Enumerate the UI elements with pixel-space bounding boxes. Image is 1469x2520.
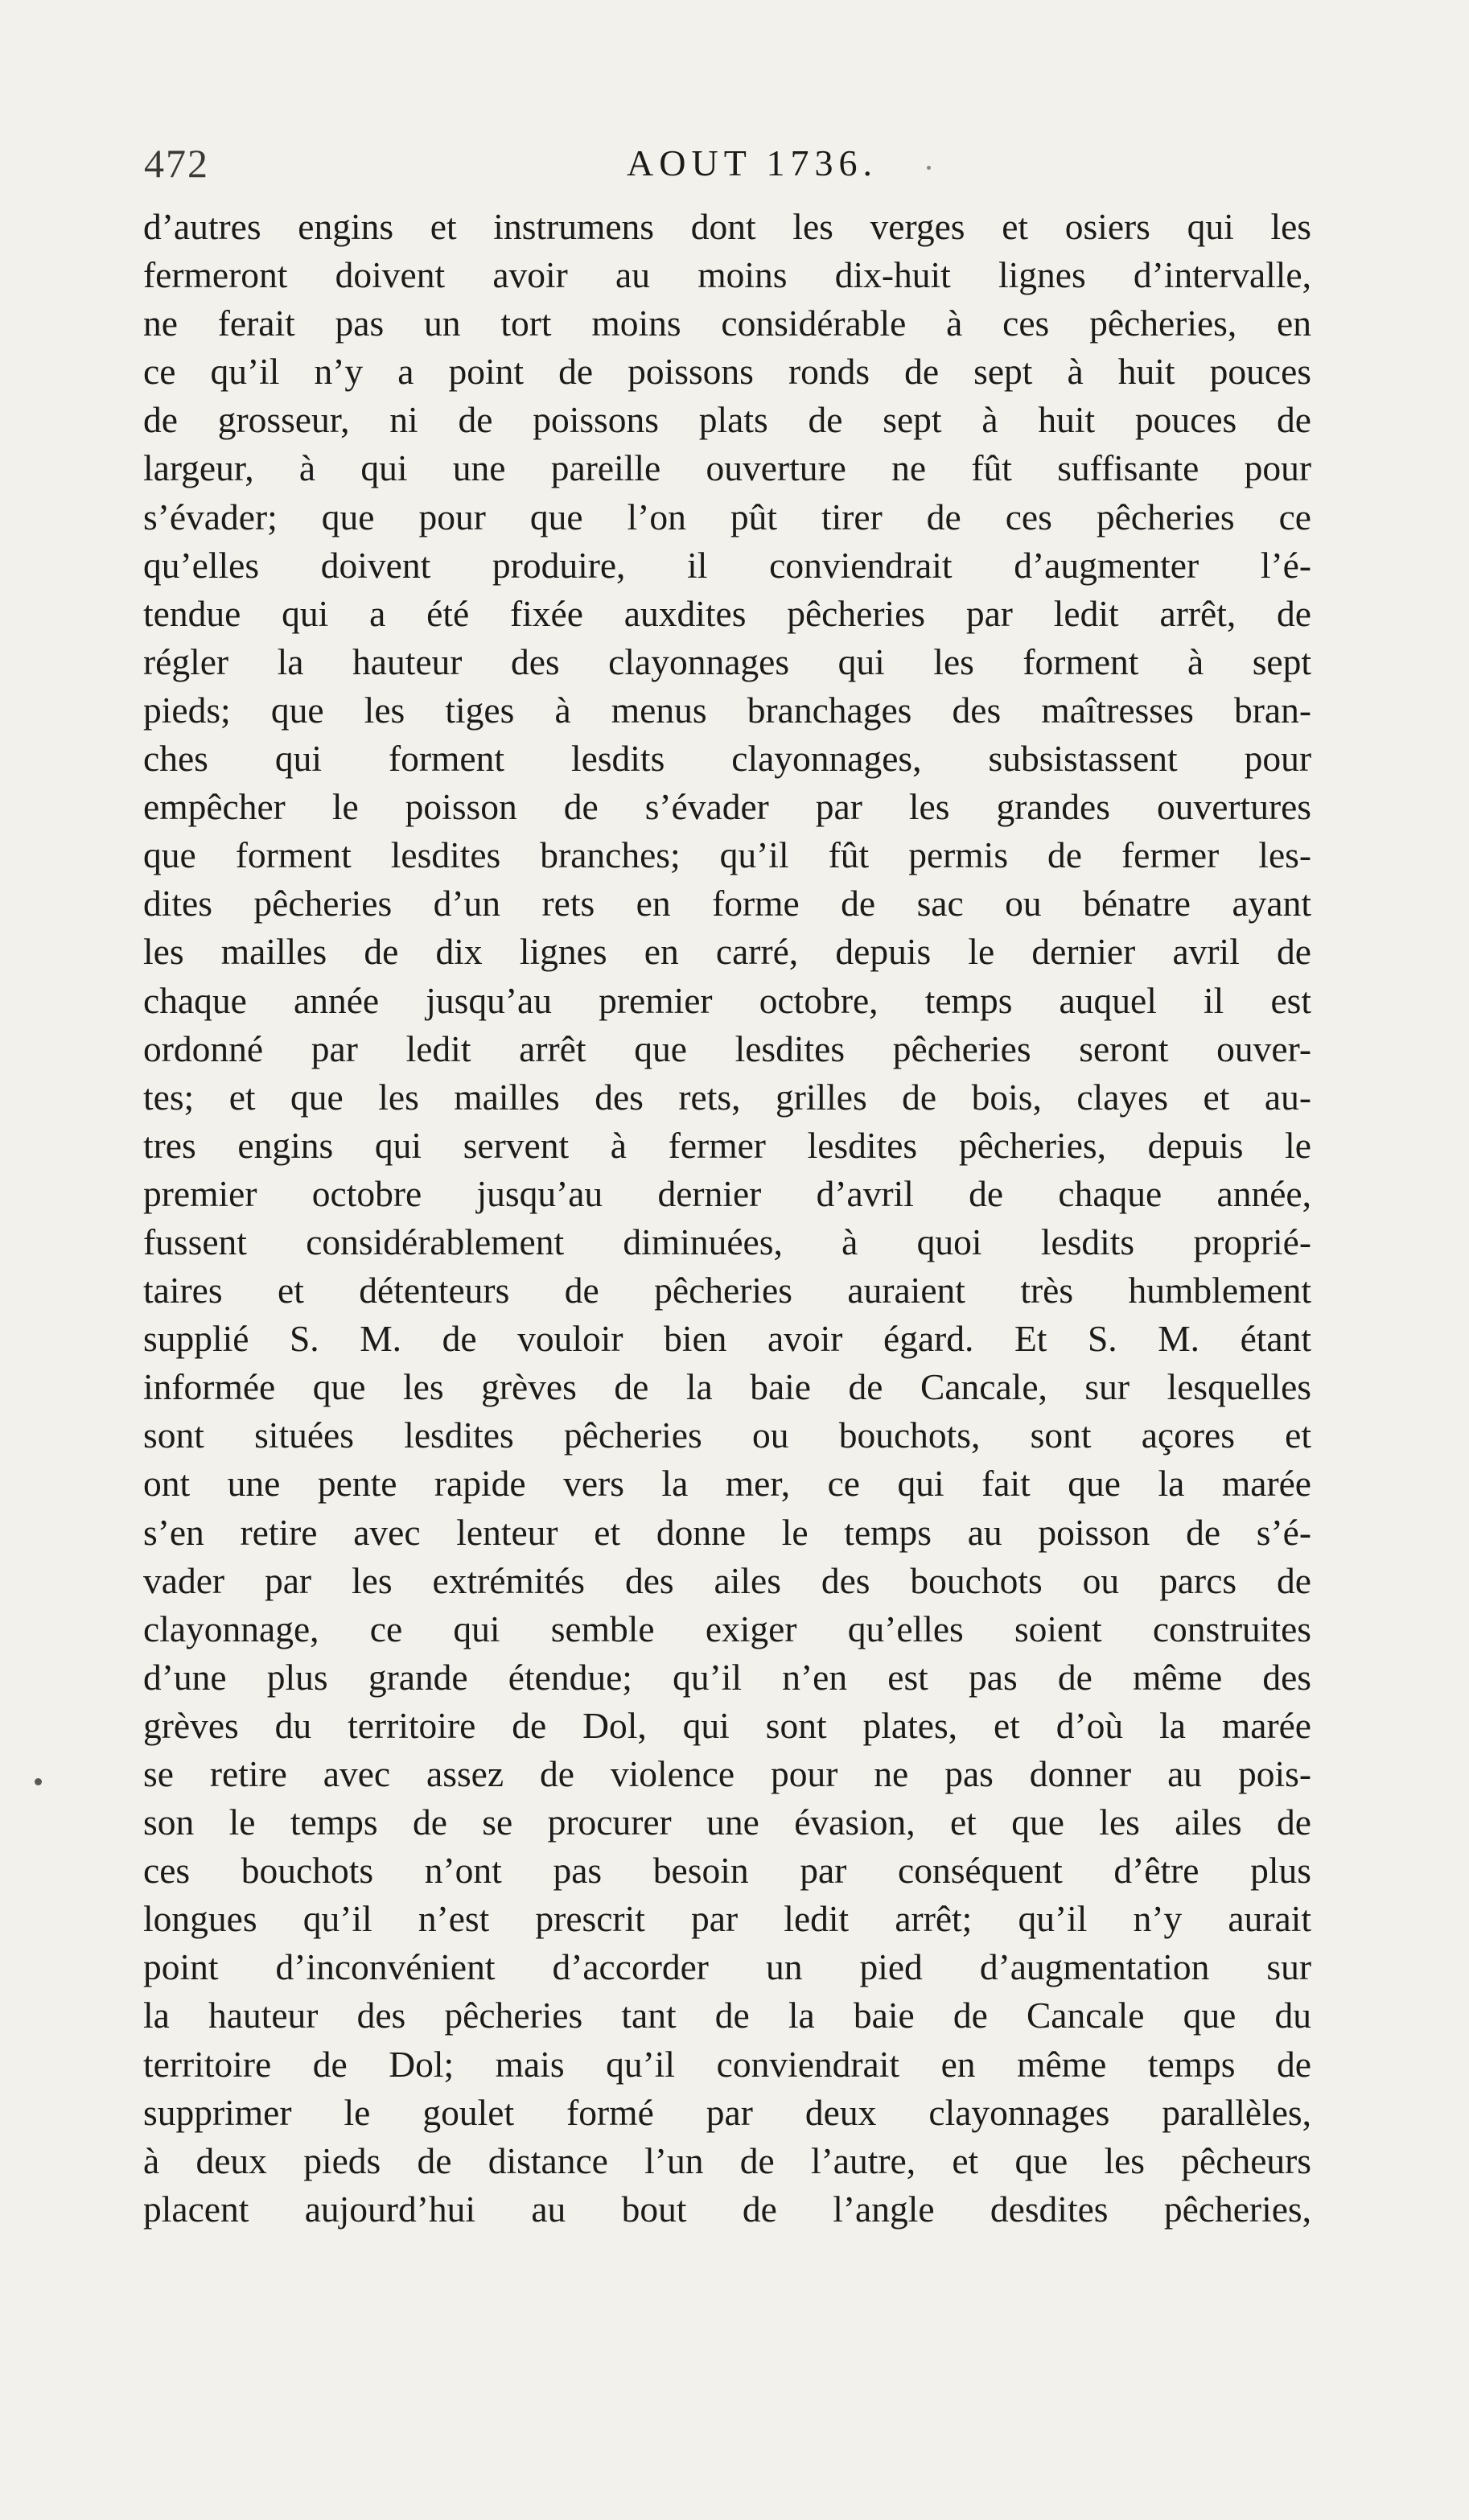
running-head: AOUT 1736. [627, 142, 878, 183]
text-line: ce qu’il n’y a point de poissons ronds de sept à huit pouces [143, 351, 1311, 393]
text-line: régler la hauteur des clayonnages qui les forment à sept [143, 640, 1311, 682]
text-line: d’autres engins et instrumens dont les verges et osiers qui les [143, 206, 1311, 247]
text-line: ont une pente rapide vers la mer, ce qui fait que la marée [143, 1463, 1311, 1505]
text-line: ches qui forment lesdits clayonnages, subsistassent pour [143, 738, 1311, 780]
text-line: supplié S. M. de vouloir bien avoir égard. Et S. M. étant [143, 1318, 1311, 1360]
text-line: tendue qui a été fixée auxdites pêcheries par ledit arrêt, de [143, 592, 1311, 634]
text-line: ordonné par ledit arrêt que lesdites pêcheries seront ouver- [143, 1027, 1311, 1069]
text-line: empêcher le poisson de s’évader par les grandes ouvertures [143, 786, 1311, 828]
text-line: largeur, à qui une pareille ouverture ne fût suffisante pour [143, 447, 1311, 489]
text-line: se retire avec assez de violence pour ne pas donner au pois- [143, 1753, 1311, 1794]
text-line: que forment lesdites branches; qu’il fût permis de fermer les- [143, 834, 1311, 876]
text-line: tres engins qui servent à fermer lesdites pêcheries, depuis le [143, 1124, 1311, 1166]
text-line: s’en retire avec lenteur et donne le temps au poisson de s’é- [143, 1511, 1311, 1553]
text-line: premier octobre jusqu’au dernier d’avril de chaque année, [143, 1172, 1311, 1214]
text-line: placent aujourd’hui au bout de l’angle desdites pêcheries, [143, 2188, 1311, 2230]
text-line: la hauteur des pêcheries tant de la baie de Cancale que du [143, 1995, 1311, 2036]
text-line: à deux pieds de distance l’un de l’autre, et que les pêcheurs [143, 2139, 1311, 2181]
text-line: taires et détenteurs de pêcheries auraient très humblement [143, 1270, 1311, 1311]
text-line: territoire de Dol; mais qu’il conviendrait en même temps de [143, 2043, 1311, 2085]
text-line: fermeront doivent avoir au moins dix-huit lignes d’intervalle, [143, 254, 1311, 296]
text-line: ces bouchots n’ont pas besoin par conséquent d’être plus [143, 1850, 1311, 1892]
text-line: dites pêcheries d’un rets en forme de sac ou bénatre ayant [143, 883, 1311, 924]
text-line: de grosseur, ni de poissons plats de sept à huit pouces de [143, 399, 1311, 441]
text-line: supprimer le goulet formé par deux clayonnages parallèles, [143, 2091, 1311, 2133]
ink-spot [35, 1778, 42, 1785]
text-line: grèves du territoire de Dol, qui sont plates, et d’où la marée [143, 1704, 1311, 1746]
text-line: d’une plus grande étendue; qu’il n’en est pas de même des [143, 1656, 1311, 1698]
text-line: son le temps de se procurer une évasion, et que les ailes de [143, 1801, 1311, 1843]
text-line: fussent considérablement diminuées, à quoi lesdits proprié- [143, 1221, 1311, 1262]
text-line: sont situées lesdites pêcheries ou bouchots, sont açores et [143, 1414, 1311, 1456]
text-line: informée que les grèves de la baie de Cancale, sur lesquelles [143, 1366, 1311, 1408]
text-line: s’évader; que pour que l’on pût tirer de ces pêcheries ce [143, 496, 1311, 537]
page-header [141, 135, 1315, 191]
text-line: les mailles de dix lignes en carré, depuis le dernier avril de [143, 931, 1311, 973]
text-line: longues qu’il n’est prescrit par ledit arrêt; qu’il n’y aurait [143, 1898, 1311, 1940]
text-line: ne ferait pas un tort moins considérable à ces pêcheries, en [143, 303, 1311, 344]
page-number: 472 [144, 141, 209, 186]
text-line: point d’inconvénient d’accorder un pied d’augmentation sur [143, 1946, 1311, 1988]
ink-speck [927, 166, 931, 170]
text-line: pieds; que les tiges à menus branchages des maîtresses bran- [143, 689, 1311, 731]
body-text [143, 203, 1311, 2234]
text-line: tes; et que les mailles des rets, grilles de bois, clayes et au- [143, 1076, 1311, 1118]
text-line: qu’elles doivent produire, il conviendrait d’augmenter l’é- [143, 544, 1311, 586]
text-line: vader par les extrémités des ailes des bouchots ou parcs de [143, 1559, 1311, 1601]
text-line: chaque année jusqu’au premier octobre, temps auquel il est [143, 979, 1311, 1021]
text-line: clayonnage, ce qui semble exiger qu’elles soient construites [143, 1608, 1311, 1649]
